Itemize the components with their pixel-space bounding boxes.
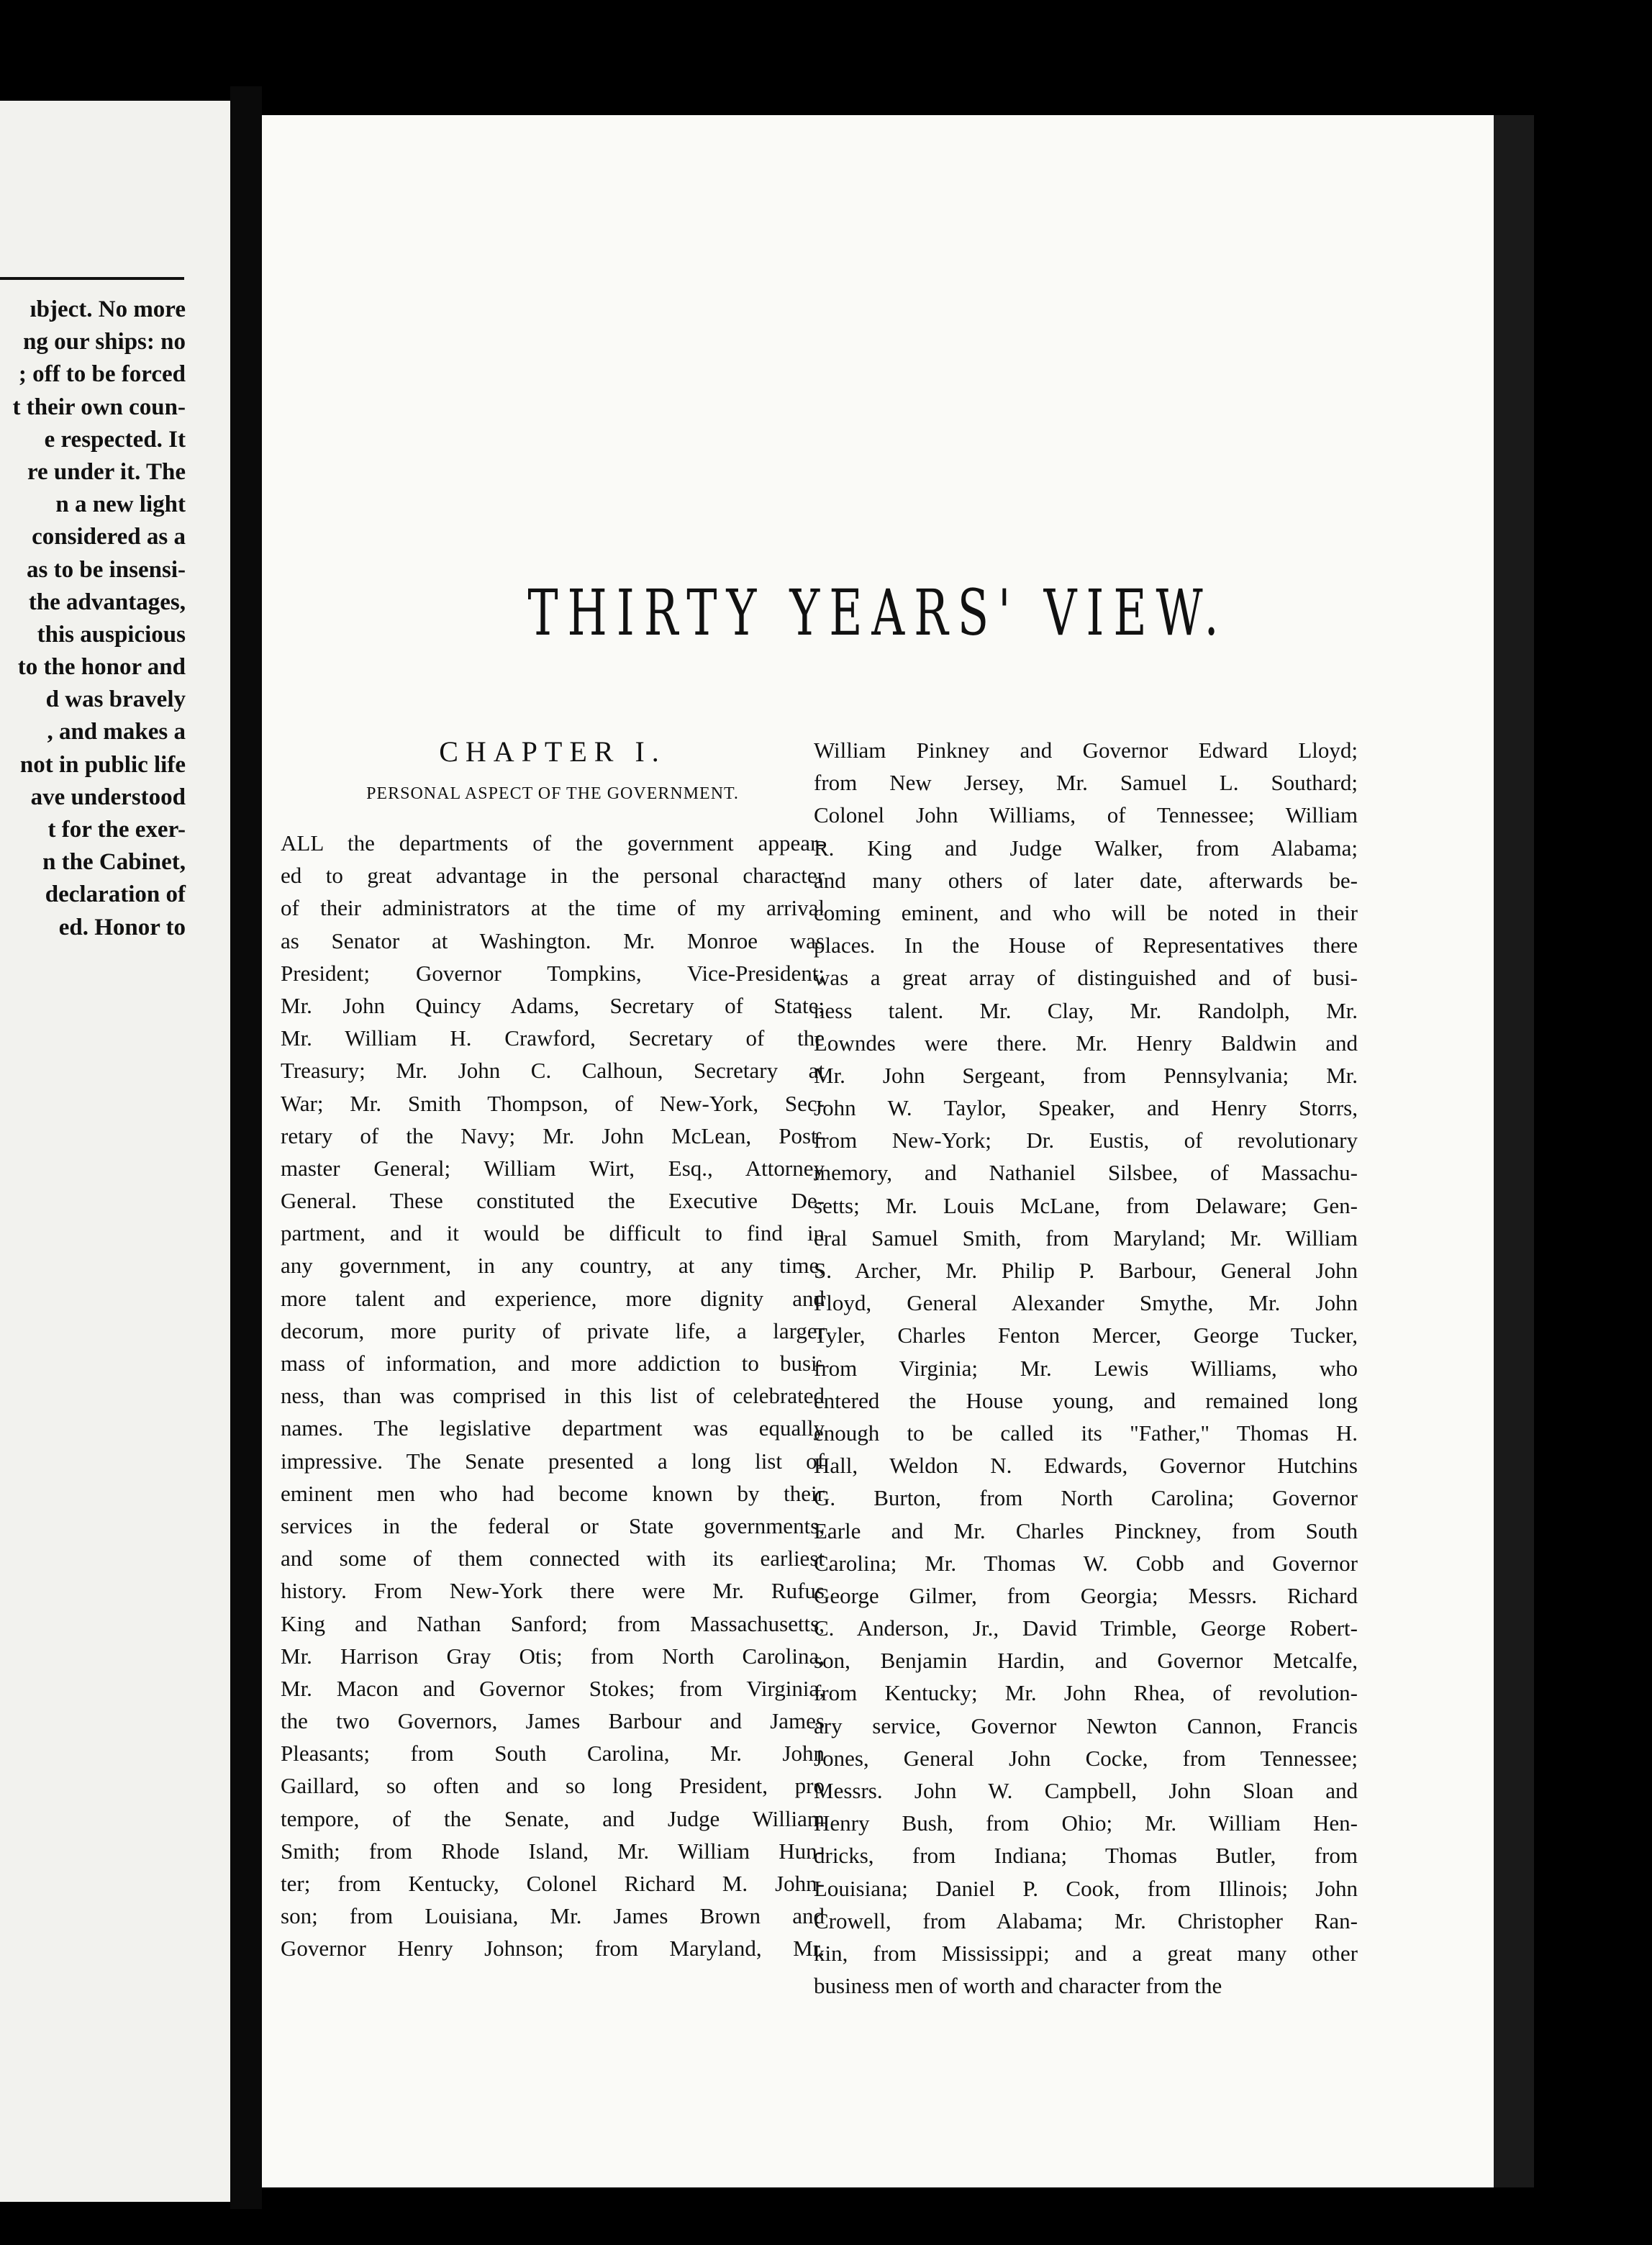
page-rule xyxy=(0,277,184,280)
text-line: Mr. John Sergeant, from Pennsylvania; Mr. xyxy=(814,1062,1358,1088)
text-line: R. King and Judge Walker, from Alabama; xyxy=(814,835,1358,861)
text-line: master General; William Wirt, Esq., Attorney xyxy=(281,1155,825,1181)
text-line: dricks, from Indiana; Thomas Butler, from xyxy=(814,1843,1358,1869)
text-line: ; off to be forced xyxy=(18,361,186,388)
left-facing-page xyxy=(0,101,230,2202)
text-line: Earle and Mr. Charles Pinckney, from South xyxy=(814,1518,1358,1543)
text-line: from Kentucky; Mr. John Rhea, of revolution- xyxy=(814,1680,1358,1706)
text-line: Mr. William H. Crawford, Secretary of the xyxy=(281,1025,825,1051)
text-line: places. In the House of Representatives there xyxy=(814,933,1358,958)
text-line: Messrs. John W. Campbell, John Sloan and xyxy=(814,1778,1358,1803)
text-line: n the Cabinet, xyxy=(42,849,186,876)
text-line: Lowndes were there. Mr. Henry Baldwin and xyxy=(814,1030,1358,1056)
text-line: was a great array of distinguished and of busi- xyxy=(814,965,1358,991)
text-line: Mr. Macon and Governor Stokes; from Virginia, xyxy=(281,1675,825,1701)
text-line: declaration of xyxy=(45,881,186,908)
text-line: son, Benjamin Hardin, and Governor Metcalfe, xyxy=(814,1648,1358,1674)
text-line: King and Nathan Sanford; from Massachusetts, xyxy=(281,1610,825,1636)
page-edge-shadow xyxy=(1494,115,1534,2187)
text-line: Gaillard, so often and so long President, pro xyxy=(281,1773,825,1799)
text-line: son; from Louisiana, Mr. James Brown and xyxy=(281,1903,825,1929)
text-line: ed. Honor to xyxy=(58,914,186,940)
text-line: Floyd, General Alexander Smythe, Mr. John xyxy=(814,1290,1358,1316)
text-line: from New Jersey, Mr. Samuel L. Southard; xyxy=(814,770,1358,796)
text-line: Pleasants; from South Carolina, Mr. John xyxy=(281,1741,825,1766)
text-line: as to be insensi- xyxy=(27,556,186,583)
text-line: this auspicious xyxy=(37,621,186,648)
text-line: memory, and Nathaniel Silsbee, of Massachu- xyxy=(814,1160,1358,1186)
text-line: ALL the departments of the government appear- xyxy=(281,830,825,856)
text-line: the two Governors, James Barbour and James xyxy=(281,1708,825,1734)
chapter-subheading: PERSONAL ASPECT OF THE GOVERNMENT. xyxy=(366,784,739,803)
text-line: ary service, Governor Newton Cannon, Francis xyxy=(814,1713,1358,1738)
text-line: ng our ships: no xyxy=(23,329,186,355)
text-line: ness, than was comprised in this list of celebrated xyxy=(281,1383,825,1409)
text-line: partment, and it would be difficult to find in xyxy=(281,1220,825,1246)
text-line: mass of information, and more addiction to busi- xyxy=(281,1351,825,1376)
text-line: Mr. Harrison Gray Otis; from North Carolina, xyxy=(281,1643,825,1669)
text-line: Carolina; Mr. Thomas W. Cobb and Governor xyxy=(814,1550,1358,1576)
text-line: retary of the Navy; Mr. John McLean, Post- xyxy=(281,1122,825,1148)
text-line: e respected. It xyxy=(44,426,186,453)
text-line: the advantages, xyxy=(28,589,186,615)
text-line: coming eminent, and who will be noted in their xyxy=(814,899,1358,925)
text-line: ave understood xyxy=(30,784,186,810)
text-line: setts; Mr. Louis McLane, from Delaware; Gen- xyxy=(814,1192,1358,1218)
text-line: eminent men who had become known by their xyxy=(281,1480,825,1506)
text-line: entered the House young, and remained long xyxy=(814,1387,1358,1413)
text-line: Louisiana; Daniel P. Cook, from Illinois; John xyxy=(814,1875,1358,1901)
text-column-right xyxy=(814,734,1358,2002)
text-line: any government, in any country, at any time, xyxy=(281,1253,825,1279)
text-line: War; Mr. Smith Thompson, of New-York, Sec- xyxy=(281,1090,825,1116)
text-line: t for the exer- xyxy=(47,817,186,843)
text-line: to the honor and xyxy=(17,654,186,681)
text-line: President; Governor Tompkins, Vice-President; xyxy=(281,960,825,986)
text-line: Henry Bush, from Ohio; Mr. William Hen- xyxy=(814,1810,1358,1836)
text-line: Smith; from Rhode Island, Mr. William Hun- xyxy=(281,1838,825,1864)
text-column-left xyxy=(281,730,825,1965)
text-line: ter; from Kentucky, Colonel Richard M. John- xyxy=(281,1871,825,1896)
text-line: ness talent. Mr. Clay, Mr. Randolph, Mr. xyxy=(814,997,1358,1023)
text-line: S. Archer, Mr. Philip P. Barbour, General John xyxy=(814,1258,1358,1283)
text-line: Jones, General John Cocke, from Tennessee; xyxy=(814,1745,1358,1771)
text-line: G. Burton, from North Carolina; Governor xyxy=(814,1485,1358,1511)
text-line: from New-York; Dr. Eustis, of revolutionary xyxy=(814,1128,1358,1153)
text-line: kin, from Mississippi; and a great many other xyxy=(814,1940,1358,1966)
text-line: John W. Taylor, Speaker, and Henry Storrs, xyxy=(814,1095,1358,1121)
text-line: enough to be called its "Father," Thomas H. xyxy=(814,1420,1358,1446)
text-line: Treasury; Mr. John C. Calhoun, Secretary at xyxy=(281,1058,825,1084)
text-line: re under it. The xyxy=(27,458,186,485)
text-line: and many others of later date, afterwards be- xyxy=(814,867,1358,893)
text-line: decorum, more purity of private life, a larger xyxy=(281,1317,825,1343)
text-line: General. These constituted the Executive De- xyxy=(281,1188,825,1214)
text-line: C. Anderson, Jr., David Trimble, George Robert- xyxy=(814,1615,1358,1641)
text-line: t their own coun- xyxy=(12,394,186,420)
text-line: from Virginia; Mr. Lewis Williams, who xyxy=(814,1355,1358,1381)
text-line: d was bravely xyxy=(45,686,186,713)
right-page xyxy=(262,115,1494,2187)
text-line: Crowell, from Alabama; Mr. Christopher Ran- xyxy=(814,1908,1358,1933)
text-line: services in the federal or State governments, xyxy=(281,1512,825,1538)
text-line: ed to great advantage in the personal character xyxy=(281,863,825,889)
text-line: ıbject. No more xyxy=(30,296,186,322)
text-line: Governor Henry Johnson; from Maryland, Mr. xyxy=(281,1936,825,1961)
text-line: , and makes a xyxy=(47,719,186,745)
text-line: tempore, of the Senate, and Judge William xyxy=(281,1805,825,1831)
text-line: history. From New-York there were Mr. Rufus xyxy=(281,1578,825,1604)
text-line: Colonel John Williams, of Tennessee; William xyxy=(814,802,1358,828)
text-line: George Gilmer, from Georgia; Messrs. Richard xyxy=(814,1582,1358,1608)
text-line: Tyler, Charles Fenton Mercer, George Tucker, xyxy=(814,1323,1358,1348)
chapter-heading: CHAPTER I. xyxy=(439,735,666,768)
text-line: not in public life xyxy=(19,751,186,778)
text-line: more talent and experience, more dignity and xyxy=(281,1285,825,1311)
text-line: as Senator at Washington. Mr. Monroe was xyxy=(281,928,825,953)
text-line: Hall, Weldon N. Edwards, Governor Hutchins xyxy=(814,1453,1358,1479)
text-line: considered as a xyxy=(32,524,186,550)
text-line: impressive. The Senate presented a long list of xyxy=(281,1448,825,1474)
text-line: names. The legislative department was equally xyxy=(281,1415,825,1441)
book-title: THIRTY YEARS' VIEW. xyxy=(527,576,1228,650)
text-line: business men of worth and character from the xyxy=(814,1973,1222,1999)
text-line: and some of them connected with its earliest xyxy=(281,1546,825,1572)
text-line: Mr. John Quincy Adams, Secretary of State; xyxy=(281,992,825,1018)
book-gutter xyxy=(230,86,262,2209)
text-line: of their administrators at the time of my arrival xyxy=(281,895,825,921)
left-page-text xyxy=(0,294,186,944)
text-line: n a new light xyxy=(55,491,186,518)
text-line: William Pinkney and Governor Edward Lloyd; xyxy=(814,738,1358,763)
text-line: eral Samuel Smith, from Maryland; Mr. William xyxy=(814,1225,1358,1251)
